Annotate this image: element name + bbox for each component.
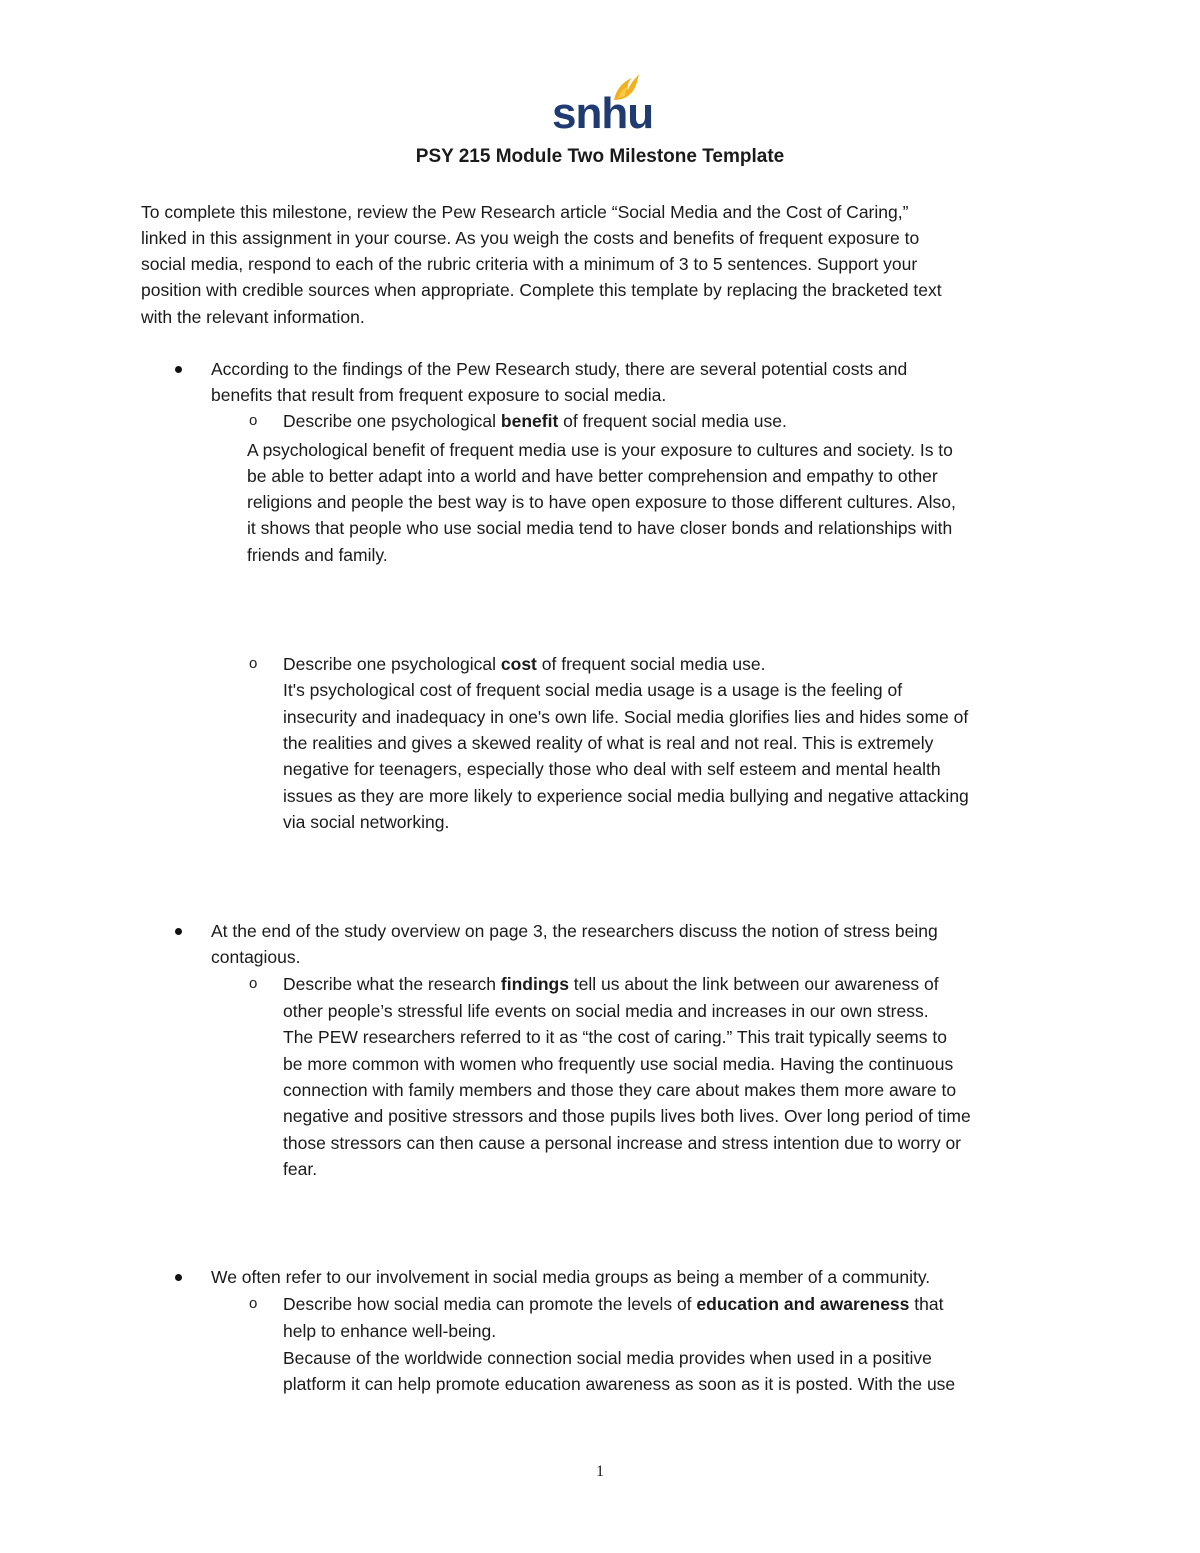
prompt-text: of frequent social media use. <box>536 654 766 674</box>
intro-line-5: with the relevant information. <box>141 307 365 327</box>
prompt-text: of frequent social media use. <box>558 411 787 431</box>
benefit-answer-line: friends and family. <box>247 545 388 565</box>
document-title: PSY 215 Module Two Milestone Template <box>415 146 785 167</box>
prompt-text: Describe what the research <box>283 974 501 994</box>
prompt-text: that <box>909 1294 944 1314</box>
prompt-text: tell us about the link between our awareness of <box>568 974 939 994</box>
education-answer-line: platform it can help promote education awareness as soon as it is posted. With the use <box>283 1374 956 1394</box>
benefit-answer-line: A psychological benefit of frequent media use is your exposure to cultures and society. Is to <box>247 440 953 460</box>
cost-answer-line: issues as they are more likely to experience social media bullying and negative attacking <box>283 786 969 806</box>
bullet-3-line-1: We often refer to our involvement in social media groups as being a member of a community. <box>211 1267 931 1287</box>
intro-line-4: position with credible sources when appropriate. Complete this template by replacing the bracketed text <box>141 280 942 300</box>
findings-answer-line: The PEW researchers referred to it as “the cost of caring.” This trait typically seems to <box>283 1027 947 1047</box>
page-number: 1 <box>596 1463 604 1480</box>
prompt-text: Describe one psychological <box>283 654 501 674</box>
bullet-icon <box>175 928 182 935</box>
snhu-logo <box>552 72 654 138</box>
bullet-2-line-2: contagious. <box>211 947 301 967</box>
cost-prompt <box>283 651 766 677</box>
prompt-bold: benefit <box>500 411 559 431</box>
cost-answer-line: It's psychological cost of frequent social media usage is a usage is the feeling of <box>283 680 903 700</box>
prompt-bold: findings <box>500 974 569 994</box>
bullet-1-line-2: benefits that result from frequent exposure to social media. <box>211 385 667 405</box>
findings-answer-line: fear. <box>283 1159 318 1179</box>
cost-answer-line: insecurity and inadequacy in one's own life. Social media glorifies lies and hides some of <box>283 707 969 727</box>
education-answer-line: Because of the worldwide connection social media provides when used in a positive <box>283 1348 932 1368</box>
benefit-prompt <box>283 408 787 434</box>
findings-answer-line: be more common with women who frequently use social media. Having the continuous <box>283 1054 954 1074</box>
prompt-text: Describe one psychological <box>283 411 501 431</box>
prompt-bold: cost <box>500 654 537 674</box>
prompt-text: Describe how social media can promote the levels of <box>283 1294 697 1314</box>
bullet-icon <box>175 366 182 373</box>
sub-bullet-marker: o <box>249 412 258 429</box>
intro-line-2: linked in this assignment in your course. As you weigh the costs and benefits of frequent exposure to <box>141 228 920 248</box>
logo-wordmark: snhu <box>552 89 654 138</box>
sub-bullet-marker: o <box>249 975 258 992</box>
sub-bullet-marker: o <box>249 1295 258 1312</box>
education-prompt <box>283 1291 943 1317</box>
findings-prompt-line-2: other people’s stressful life events on social media and increases in our own stress. <box>283 1001 929 1021</box>
sub-bullet-marker: o <box>249 655 258 672</box>
intro-line-3: social media, respond to each of the rubric criteria with a minimum of 3 to 5 sentences. Support your <box>141 254 918 274</box>
benefit-answer-line: be able to better adapt into a world and have better comprehension and empathy to other <box>247 466 938 486</box>
findings-answer-line: negative and positive stressors and those pupils lives both lives. Over long period of time <box>283 1106 971 1126</box>
intro-line-1: To complete this milestone, review the Pew Research article “Social Media and the Cost of Caring,” <box>141 202 909 222</box>
findings-prompt <box>283 971 939 997</box>
bullet-icon <box>175 1274 182 1281</box>
education-prompt-line-2: help to enhance well-being. <box>283 1321 497 1341</box>
benefit-answer-line: religions and people the best way is to have open exposure to those different cultures. Also, <box>247 492 956 512</box>
findings-answer-line: connection with family members and those they care about makes them more aware to <box>283 1080 957 1100</box>
bullet-1-line-1: According to the findings of the Pew Research study, there are several potential costs and <box>211 359 908 379</box>
bullet-2-line-1: At the end of the study overview on page 3, the researchers discuss the notion of stress being <box>211 921 938 941</box>
prompt-bold: education and awareness <box>696 1294 910 1314</box>
cost-answer-line: negative for teenagers, especially those who deal with self esteem and mental health <box>283 759 941 779</box>
benefit-answer-line: it shows that people who use social media tend to have closer bonds and relationships with <box>247 518 953 538</box>
cost-answer-line: via social networking. <box>283 812 450 832</box>
findings-answer-line: those stressors can then cause a personal increase and stress intention due to worry or <box>283 1133 962 1153</box>
cost-answer-line: the realities and gives a skewed reality of what is real and not real. This is extremely <box>283 733 934 753</box>
